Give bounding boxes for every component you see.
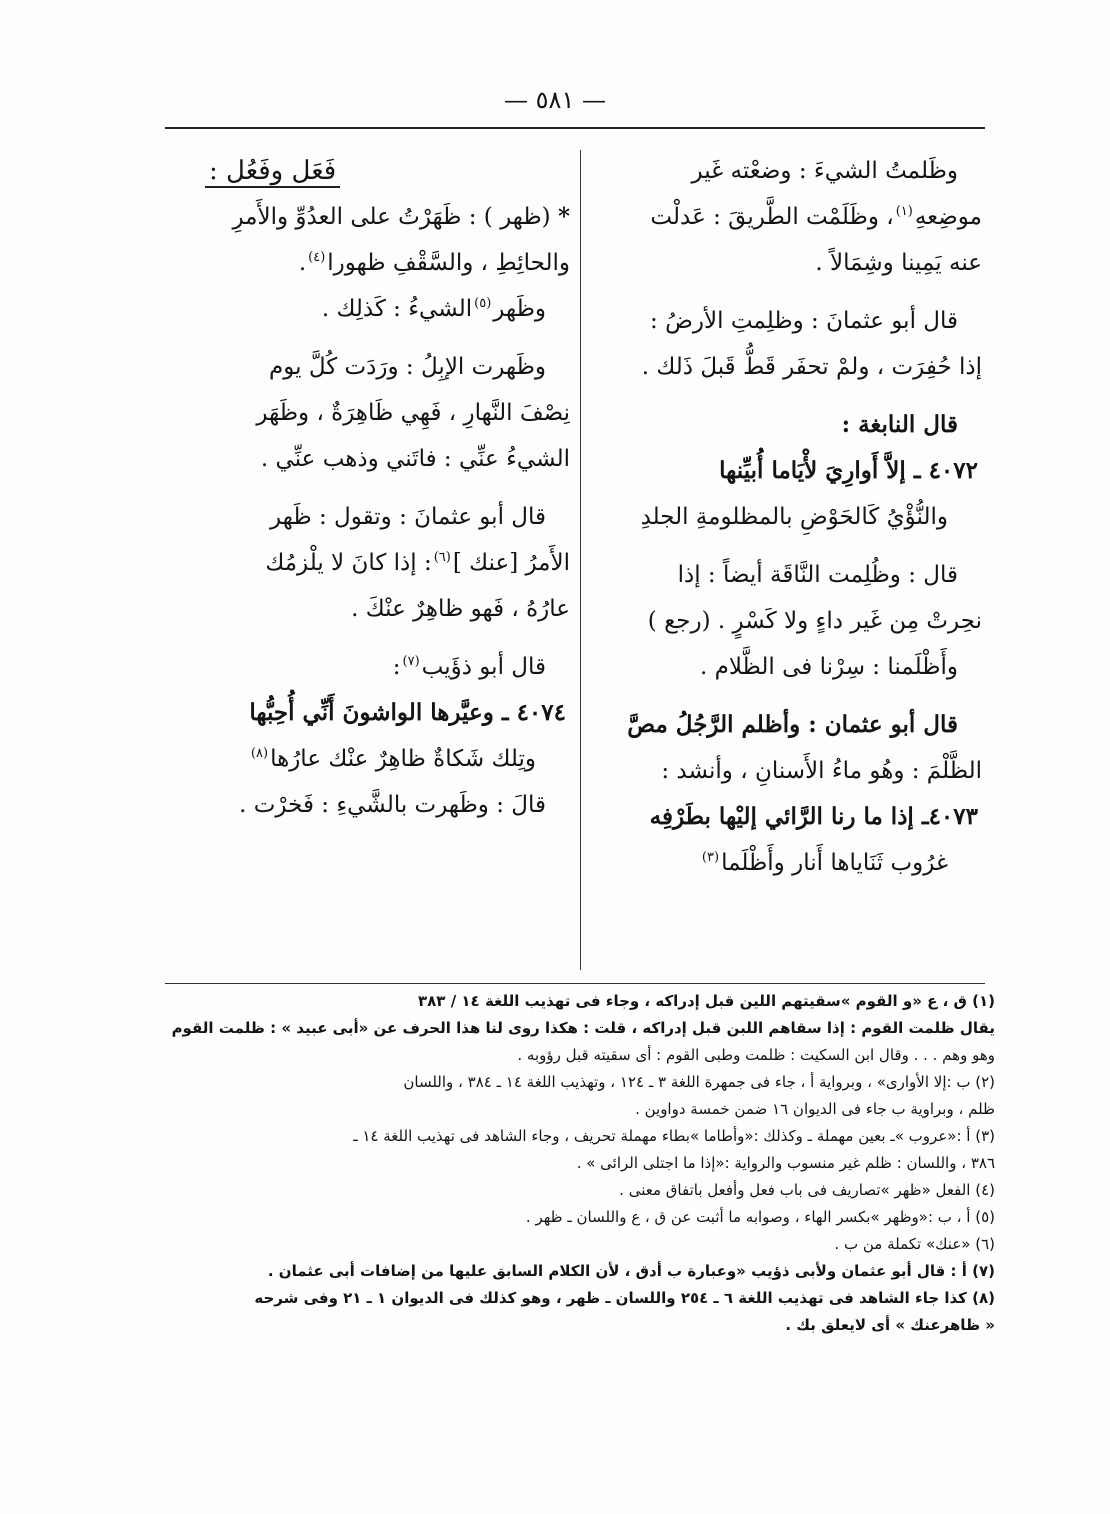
footnote-marker: (٣)	[701, 850, 720, 866]
text-line	[165, 344, 570, 390]
text-line	[592, 748, 982, 794]
footnote-line: « ظاهرعنك » أى لايعلق بك .	[785, 1316, 995, 1334]
line-text: عارُهُ ، فَهو ظاهِرٌ عنْكَ .	[351, 596, 570, 622]
paragraph-gap	[592, 540, 982, 552]
line-text: إذا حُفِرَت ، ولمْ تحفَر قَطُّ قَبلَ ذَلك .	[641, 354, 982, 380]
line-text: وظَهر	[493, 296, 546, 322]
column-divider	[580, 150, 581, 970]
text-line	[165, 436, 570, 482]
line-text: الأَمرُ [عنك ]	[452, 550, 570, 576]
footnote-line: (٥) أ ، ب :«وظهر »بكسر الهاء ، وصوابه ما أثبت عن ق ، ع واللسان ـ ظهر .	[525, 1208, 995, 1226]
footnote-line: وهو وهم . . . وقال ابن السكيت : ظلمت وطبى القوم : أى سقيته قبل رؤوبه .	[517, 1046, 995, 1064]
line-text: نِصْفَ النَّهارِ ، فَهِي ظَاهِرَةٌ ، وظَهَر	[256, 400, 570, 426]
text-line	[165, 690, 570, 736]
line-text: ٤٠٧٤ ـ وعيَّرها الواشونَ أَنِّي أُحِبُّها	[249, 699, 566, 726]
line-text: وتِلك شَكاةٌ ظاهِرٌ عنْك عارُها	[270, 746, 536, 772]
paragraph-gap	[165, 482, 570, 494]
text-line	[165, 644, 570, 690]
line-text: عنه يَمِينا وشِمَالاً .	[815, 250, 982, 276]
left-column	[165, 148, 570, 973]
footnote-line: ٣٨٦ ، واللسان : ظلم غير منسوب والرواية :«إذا ما اجتلى الرائى » .	[576, 1154, 995, 1172]
line-text: : إذا كانَ لا يلْزمُك	[265, 550, 432, 576]
top-rule	[165, 127, 985, 129]
text-line	[592, 194, 982, 240]
text-line	[592, 148, 982, 194]
text-line	[592, 298, 982, 344]
line-text: نحِرتْ مِن غَير داءٍ ولا كَسْرٍ . (رجع )	[647, 608, 982, 634]
line-text: وظَلمتُ الشيءَ : وضعْته غَير	[691, 158, 958, 184]
line-text: قال : وظُلِمت النَّاقَة أيضاً : إذا	[677, 562, 958, 588]
footnote-line: (١) ق ، ع «و القوم »سقيتهم اللين قبل إدراكه ، وجاء فى تهذيب اللغة ١٤ / ٣٨٣	[418, 992, 995, 1010]
line-text: ، وظَلَمْت الطَّريقَ : عَدلْت	[650, 204, 894, 230]
footnote-line: ظلم ، وبراوية ب جاء فى الديوان ١٦ ضمن خمسة دواوين .	[635, 1100, 995, 1118]
text-line	[165, 240, 570, 286]
text-line	[165, 586, 570, 632]
line-text: الشيءُ : كَذلِك .	[321, 296, 473, 322]
footnote-line: (٣) أ :«عروب »ـ بعين مهملة ـ وكذلك :«وأطاما »بطاء مهملة تحريف ، وجاء الشاهد فى تهذيب اللغة ١٤ ـ	[353, 1127, 995, 1145]
line-text: (ظهر ) : ظَهَرْتُ على العدُوِّ والأَمرِ	[232, 204, 551, 230]
line-text: قال النابغة :	[841, 411, 958, 438]
footnote-marker: (٧)	[402, 654, 420, 670]
footnote-marker: (١)	[895, 204, 913, 220]
page-number: — ٥٨١ —	[504, 86, 606, 114]
line-text: ٤٠٧٢ ـ إلاَّ أَوارِيَ لأْيَاما أُبيِّنها	[719, 457, 978, 484]
line-text: غرُوب ثَنَاياها أَنار وأَظْلَما	[721, 850, 948, 876]
footnote-line: (٨) كذا جاء الشاهد فى تهذيب اللغة ٦ ـ ٢٥٤ واللسان ـ ظهر ، وهو كذلك فى الديوان ١ ـ ٢١ وفى شرحه	[254, 1289, 995, 1307]
line-text: قالَ : وظَهرت بالشَّيءِ : فَخرْت .	[239, 792, 546, 818]
line-text: والنُّؤْيُ كَالحَوْضِ بالمظلومةِ الجلدِ	[640, 504, 948, 530]
text-line	[165, 286, 570, 332]
text-line	[165, 540, 570, 586]
footnote-marker: (٦)	[433, 550, 451, 566]
text-line	[592, 402, 982, 448]
line-text: قال أبو عثمانَ : وتقول : ظَهر	[270, 504, 546, 530]
footnote-marker: (٥)	[474, 296, 492, 312]
line-text: ٤٠٧٣ـ إذا ما رنا الرَّائي إليْها بطَرْفِه	[649, 803, 978, 830]
footnotes	[165, 988, 995, 1339]
footnote-marker: (٨)	[250, 746, 269, 762]
text-line	[592, 644, 982, 690]
text-line	[592, 240, 982, 286]
line-text: .	[298, 250, 307, 276]
line-text: قال أبو ذؤَيب	[421, 654, 546, 680]
line-text: موضِعهِ	[914, 204, 982, 230]
entry-bullet: *	[557, 203, 570, 230]
line-text: وظَهرت الإبِلُ : ورَدَت كُلَّ يوم	[269, 354, 546, 380]
right-column	[592, 148, 982, 973]
line-text: وأَظْلَمنا : سِرْنا فى الظَّلام .	[699, 654, 958, 680]
section-title: فَعَل وفَعُل :	[205, 156, 340, 188]
text-line	[165, 494, 570, 540]
text-line	[592, 344, 982, 390]
footnote-line: (٦) «عنك» تكملة من ب .	[834, 1235, 995, 1253]
paragraph-gap	[592, 390, 982, 402]
footnote-line: (٢) ب :إلا الأوارى» ، وبرواية أ ، جاء فى جمهرة اللغة ٣ ـ ١٢٤ ، وتهذيب اللغة ١٤ ـ ٣٨٤ ، واللسان	[403, 1073, 995, 1091]
line-text: :	[392, 654, 401, 680]
text-line	[165, 148, 570, 194]
paragraph-gap	[165, 632, 570, 644]
paragraph-gap	[592, 286, 982, 298]
line-text: الشيءُ عنِّي : فاتَني وذهب عنِّي .	[260, 446, 570, 472]
text-line	[165, 194, 570, 240]
line-text: قال أبو عثمان : وأظلم الرَّجُلُ مصَّ	[627, 711, 958, 738]
footnote-line: (٤) الفعل «ظهر »تصاريف فى باب فعل وأفعل باتفاق معنى .	[619, 1181, 995, 1199]
line-text: والحائِطِ ، والسَّقْفِ ظهورا	[327, 250, 570, 276]
text-line	[592, 598, 982, 644]
text-line	[592, 552, 982, 598]
text-line	[165, 390, 570, 436]
text-line	[592, 794, 982, 840]
text-line	[165, 736, 570, 782]
text-line	[165, 782, 570, 828]
footnote-line: (٧) أ : قال أبو عثمان ولأبى ذؤيب «وعبارة ب أدق ، لأن الكلام السابق عليها من إضافات أبى عثمان .	[267, 1262, 995, 1280]
line-text: الظَّلْمَ : وهُو ماءُ الأَسنانِ ، وأنشد :	[661, 758, 982, 784]
footnote-line: يقال ظلمت القوم : إذا سقاهم اللبن قبل إدراكه ، قلت : هكذا روى لنا هذا الحرف عن «أبى عبيد » : ظلمت القوم	[171, 1019, 995, 1037]
footnote-marker: (٤)	[308, 250, 326, 266]
text-line	[592, 448, 982, 494]
paragraph-gap	[592, 690, 982, 702]
line-text: قال أبو عثمانَ : وظلِمتِ الأرضُ :	[650, 308, 958, 334]
paragraph-gap	[165, 332, 570, 344]
text-line	[592, 494, 982, 540]
text-line	[592, 702, 982, 748]
text-line	[592, 840, 982, 886]
footnote-rule	[165, 983, 985, 984]
